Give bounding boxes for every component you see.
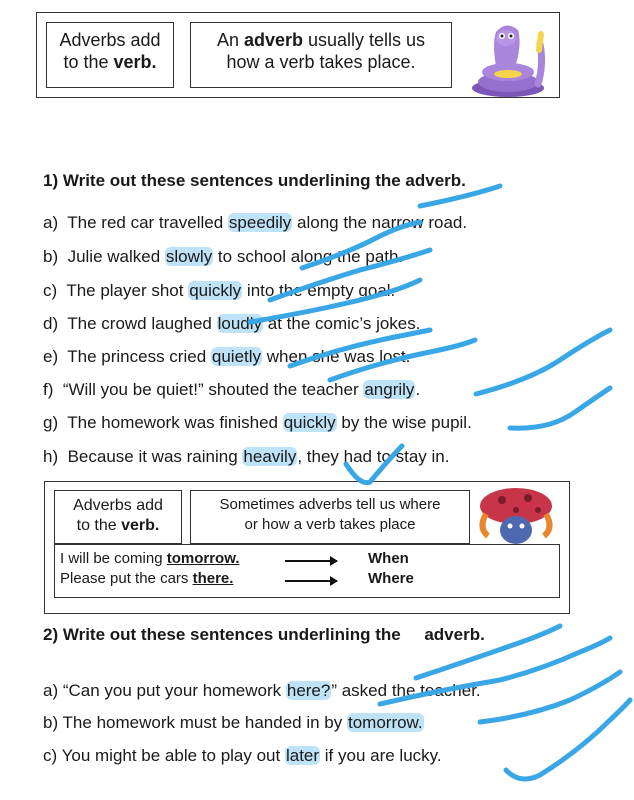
sentence-c: c) The player shot quickly into the empty goal. <box>43 281 396 300</box>
sentence-2b: b) The homework must be handed in by tomorrow. <box>43 713 423 732</box>
adverb: quickly <box>283 413 336 432</box>
adverb: slowly <box>165 247 213 266</box>
section1-heading: 1) Write out these sentences underlining the adverb. <box>43 171 466 190</box>
section2-heading: 2) Write out these sentences underlining the adverb. <box>43 625 485 644</box>
sentence-e: e) The princess cried quietly when she was lost. <box>43 347 411 366</box>
adverb: loudly <box>217 314 263 333</box>
adverb: here? <box>286 681 331 700</box>
adverb-definition-box: An adverb usually tells us how a verb takes place. <box>190 22 452 88</box>
adverb-where-how-box: Sometimes adverbs tell us where or how a verb takes place <box>190 490 470 544</box>
example-when: I will be coming tomorrow. <box>60 550 240 567</box>
sentence-d: d) The crowd laughed loudly at the comic’s jokes. <box>43 314 421 333</box>
sentence-2a: a) “Can you put your homework here?” asked the teacher. <box>43 681 481 700</box>
adverbs-add-box: Adverbs add to the verb. <box>46 22 174 88</box>
adverb: speedily <box>228 213 292 232</box>
adverb: heavily <box>243 447 297 466</box>
sentence-f: f) “Will you be quiet!” shouted the teacher angrily. <box>43 380 421 399</box>
sentence-g: g) The homework was finished quickly by the wise pupil. <box>43 413 472 432</box>
adverbs-add-box-2: Adverbs add to the verb. <box>54 490 182 544</box>
adverbs-add-text: Adverbs add <box>59 30 161 50</box>
sentence-a: a) The red car travelled speedily along the narrow road. <box>43 213 468 232</box>
sentence-h: h) Because it was raining heavily, they had to stay in. <box>43 447 450 466</box>
adverb: angrily <box>364 380 415 399</box>
adverb: quickly <box>189 281 242 300</box>
adverb: quietly <box>211 347 262 366</box>
example-when-label: When <box>368 550 409 567</box>
adverb: tomorrow. <box>347 713 423 732</box>
sentence-2c: c) You might be able to play out later if you are lucky. <box>43 746 442 765</box>
sentence-b: b) Julie walked slowly to school along the path. <box>43 247 404 266</box>
example-where: Please put the cars there. <box>60 570 234 587</box>
adverb: later <box>285 746 320 765</box>
example-where-label: Where <box>368 570 414 587</box>
